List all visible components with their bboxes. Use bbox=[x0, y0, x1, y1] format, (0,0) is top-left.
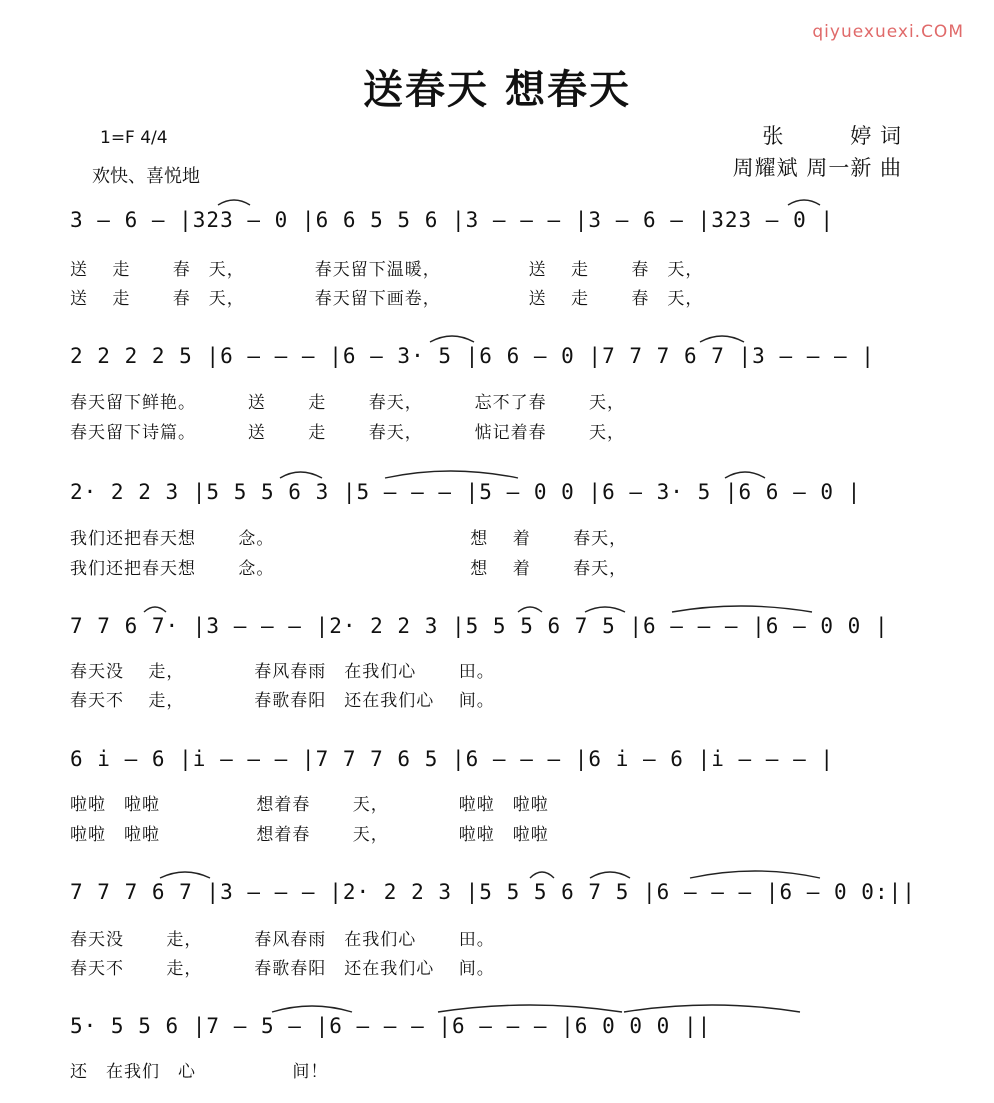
notation-row-3: 2· 2 2 3 |5 5 5 6 3 |5 – – – |5 – 0 0 |6 – 3· 5 |6 6 – 0 | bbox=[70, 480, 862, 504]
notation-row-5: 6 i – 6 |i – – – |7 7 7 6 5 |6 – – – |6 i – 6 |i – – – | bbox=[70, 747, 835, 771]
lyricist-credit: 张 婷 词 bbox=[762, 124, 902, 148]
notation-row-1: 3 – 6 – |323 – 0 |6 6 5 5 6 |3 – – – |3 – 6 – |323 – 0 | bbox=[70, 208, 835, 232]
notation-row-2: 2 2 2 2 5 |6 – – – |6 – 3· 5 |6 6 – 0 |7 7 7 6 7 |3 – – – | bbox=[70, 344, 875, 368]
tempo-marking: 欢快、喜悦地 bbox=[92, 166, 200, 187]
lyrics-row-5-verse-2: 啦啦 啦啦 想着春 天， 啦啦 啦啦 bbox=[70, 825, 549, 845]
lyrics-row-1-verse-1: 送 走 春 天， 春天留下温暖， 送 走 春 天， bbox=[70, 260, 704, 280]
lyrics-row-2-verse-1: 春天留下鲜艳。 送 走 春天， 忘不了春 天， bbox=[70, 393, 626, 413]
lyrics-row-3-verse-1: 我们还把春天想 念。 想 着 春天， bbox=[70, 529, 628, 549]
lyrics-row-2-verse-2: 春天留下诗篇。 送 走 春天， 惦记着春 天， bbox=[70, 423, 626, 443]
lyrics-row-4-verse-2: 春天不 走， 春歌春阳 还在我们心 间。 bbox=[70, 691, 495, 711]
lyrics-row-6-verse-2: 春天不 走， 春歌春阳 还在我们心 间。 bbox=[70, 959, 495, 979]
lyrics-row-1-verse-2: 送 走 春 天， 春天留下画卷， 送 走 春 天， bbox=[70, 289, 704, 309]
lyrics-row-6-verse-1: 春天没 走， 春风春雨 在我们心 田。 bbox=[70, 930, 495, 950]
site-watermark: qiyuexuexi.COM bbox=[812, 22, 964, 42]
song-title: 送春天 想春天 bbox=[363, 67, 631, 113]
lyrics-row-3-verse-2: 我们还把春天想 念。 想 着 春天， bbox=[70, 559, 628, 579]
lyrics-row-4-verse-1: 春天没 走， 春风春雨 在我们心 田。 bbox=[70, 662, 495, 682]
lyrics-row-7-verse-1: 还 在我们 心 间！ bbox=[70, 1062, 329, 1082]
notation-row-4: 7 7 6 7· |3 – – – |2· 2 2 3 |5 5 5 6 7 5 |6 – – – |6 – 0 0 | bbox=[70, 614, 889, 638]
key-signature: 1=F 4/4 bbox=[100, 128, 168, 148]
composer-credit: 周耀斌 周一新 曲 bbox=[732, 156, 902, 180]
notation-row-6: 7 7 7 6 7 |3 – – – |2· 2 2 3 |5 5 5 6 7 5 |6 – – – |6 – 0 0:|| bbox=[70, 880, 916, 904]
lyrics-row-5-verse-1: 啦啦 啦啦 想着春 天， 啦啦 啦啦 bbox=[70, 795, 549, 815]
notation-row-7: 5· 5 5 6 |7 – 5 – |6 – – – |6 – – – |6 0 0 0 || bbox=[70, 1014, 712, 1038]
